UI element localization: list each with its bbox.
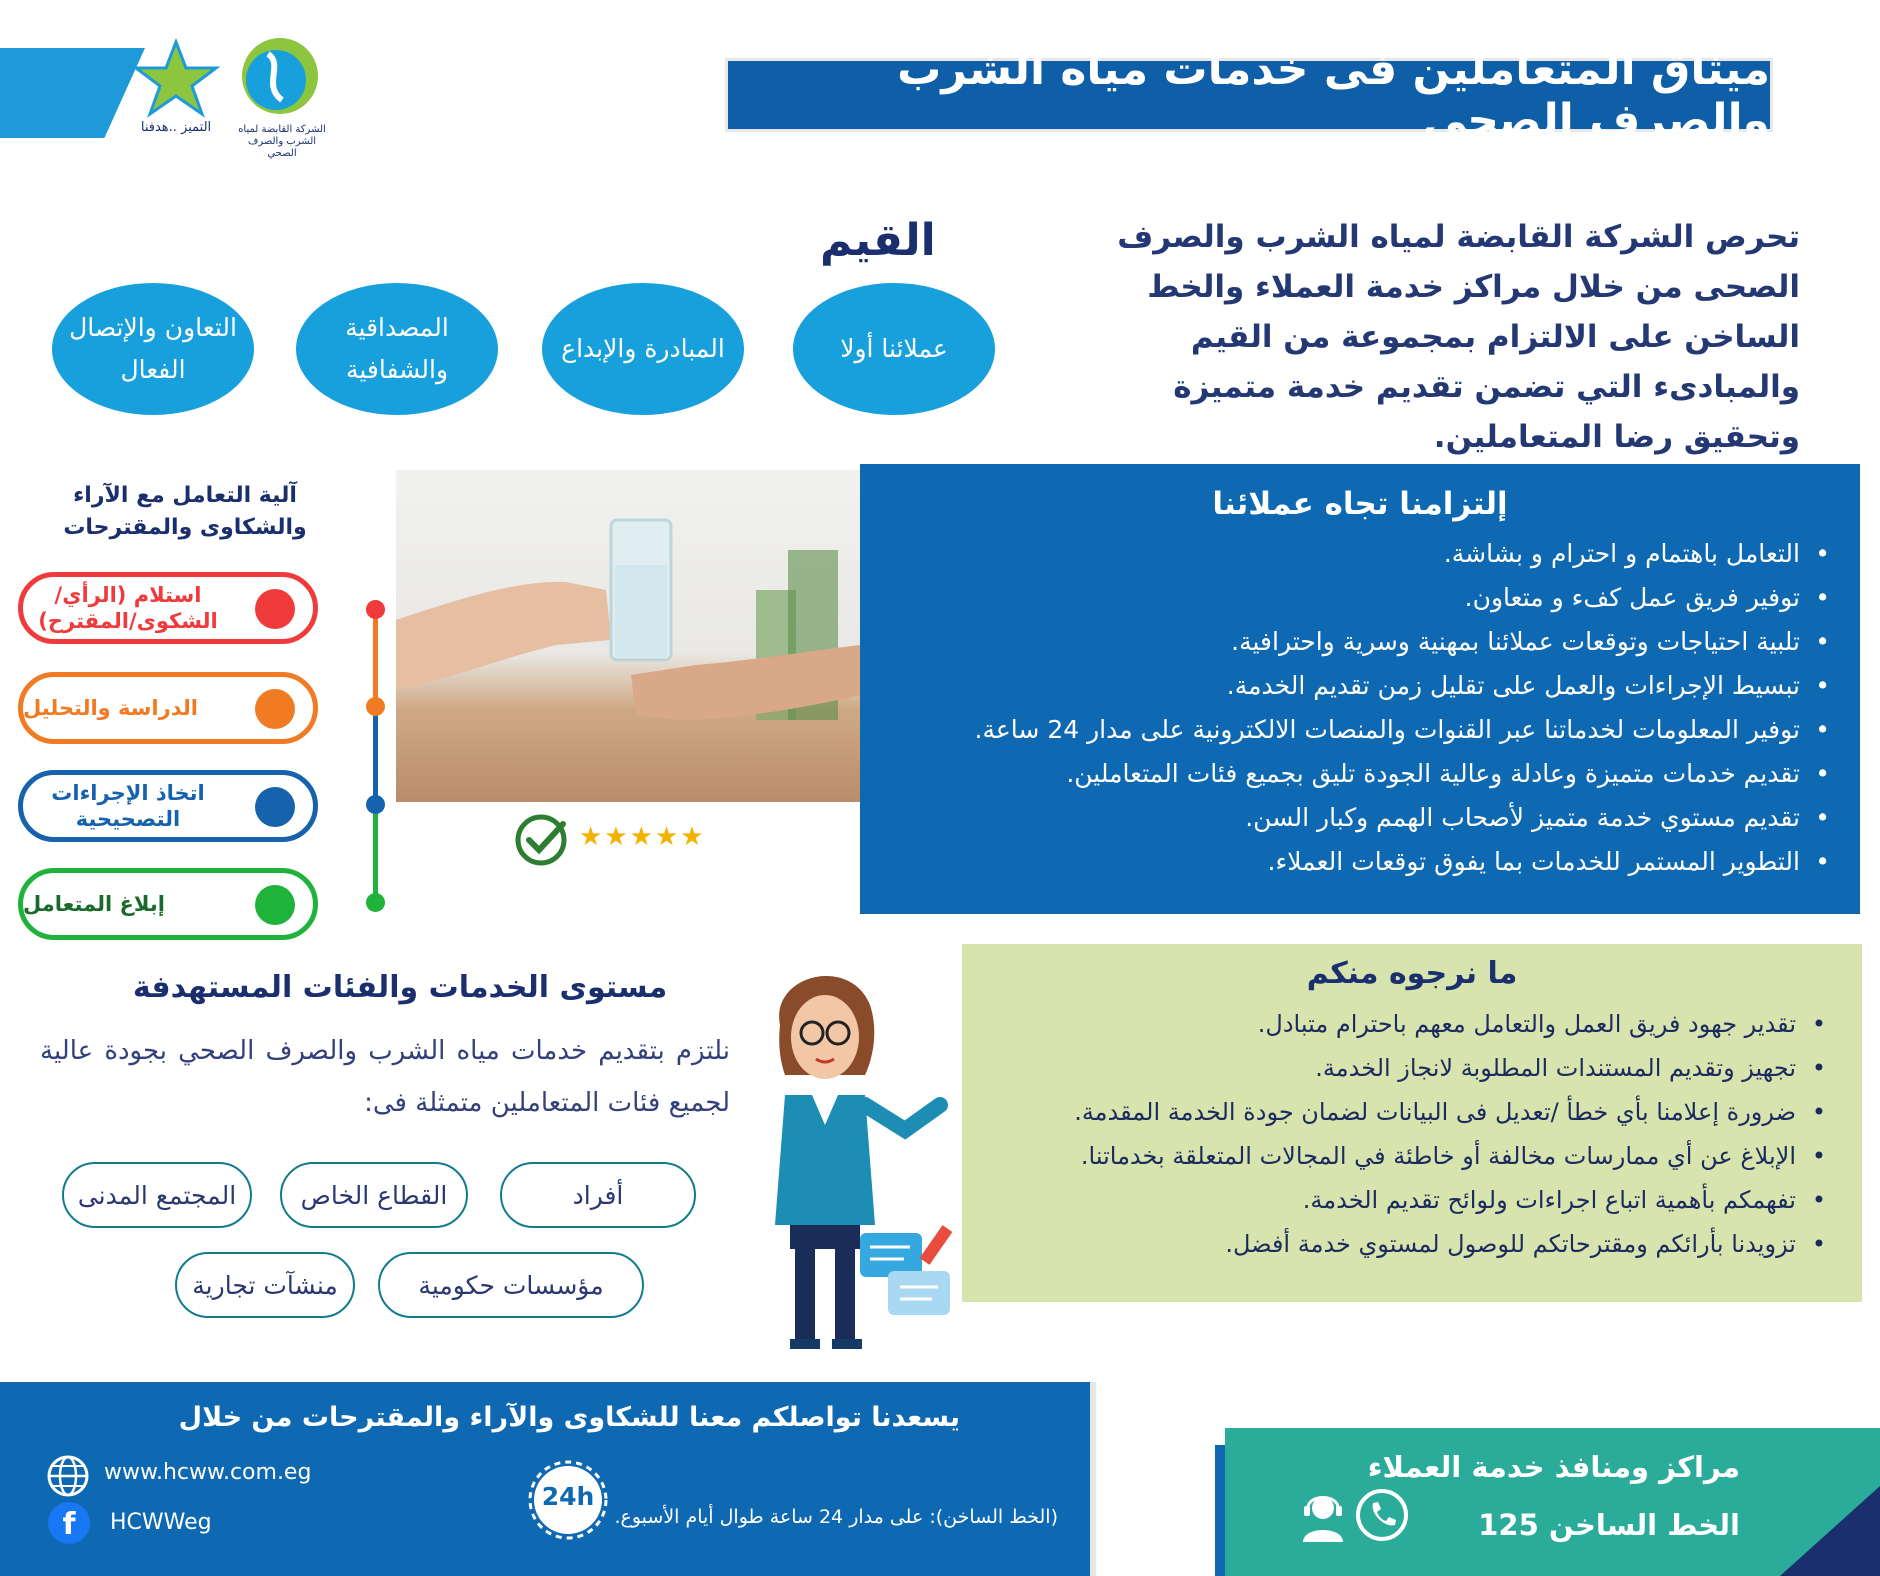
list-item: • ضرورة إعلامنا بأي خطأ /تعديل فى البيانات لضمان جودة الخدمة المقدمة. [974,1090,1844,1134]
list-item: • تجهيز وتقديم المستندات المطلوبة لانجاز الخدمة. [974,1046,1844,1090]
expectations-panel [962,944,1862,1302]
timeline-node [366,795,385,814]
phone-icon [1355,1488,1409,1542]
list-item: • الإبلاغ عن أي ممارسات مخالفة أو خاطئة في المجالات المتعلقة بخدماتنا. [974,1134,1844,1178]
list-item: • تقديم مستوي خدمة متميز لأصحاب الهمم وكبار السن. [888,796,1848,840]
timeline-line [373,807,378,903]
website-link[interactable]: www.hcww.com.eg [104,1460,312,1485]
mechanism-step-analysis [18,672,318,744]
customer-support-agent-icon [1297,1488,1349,1544]
contact-footer [0,1382,1096,1576]
list-item: • توفير المعلومات لخدماتنا عبر القنوات والمنصات الالكترونية على مدار 24 ساعة. [888,708,1848,752]
list-item: • تلبية احتياجات وتوقعات عملائنا بمهنية وسرية واحترافية. [888,620,1848,664]
excellence-logo [128,38,224,138]
list-item: • التطوير المستمر للخدمات بما يفوق توقعات العملاء. [888,840,1848,884]
footer-edge [1215,1445,1225,1576]
star-rating-icon: ★★★★★ [579,822,706,852]
tag-civil-society: المجتمع المدنى [62,1162,252,1228]
globe-icon [46,1454,90,1498]
mechanism-title: آلية التعامل مع الآراء والشكاوى والمقترحات [63,483,307,540]
company-logo-text: الشركة القابضة لمياه الشرب والصرف الصحي [238,124,326,159]
step-dot [255,787,295,827]
chat-bubble-icon [860,1225,960,1325]
tag-private-sector: القطاع الخاص [280,1162,468,1228]
tag-government-institutions: مؤسسات حكومية [378,1252,644,1318]
step-dot [255,589,295,629]
tag-individuals: أفراد [500,1162,696,1228]
timeline-line [373,607,378,707]
list-item: • التعامل باهتمام و احترام و بشاشة. [888,532,1848,576]
customer-service-box [1225,1428,1880,1576]
services-title: مستوى الخدمات والفئات المستهدفة [132,970,668,1005]
water-drop-globe-icon [232,34,328,120]
expectations-title: ما نرجوه منكم [1306,956,1518,991]
value-credibility-transparency: المصداقية والشفافية [296,283,498,415]
services-paragraph: نلتزم بتقديم خدمات مياه الشرب والصرف الصحي بجودة عالية لجميع فئات المتعاملين متمثلة فى: [40,1036,730,1118]
step-label: الدراسة والتحليل [23,696,198,720]
timeline-node [366,893,385,912]
facebook-link[interactable]: HCWWeg [110,1510,212,1535]
mechanism-step-notify [18,868,318,940]
list-item: • تفهمكم بأهمية اتباع اجراءات ولوائح تقديم الخدمة. [974,1178,1844,1222]
service-centers-label: مراكز ومنافذ خدمة العملاء [1367,1450,1740,1484]
mechanism-step-corrective [18,770,318,842]
timeline-node [366,600,385,619]
commitment-title: إلتزامنا تجاه عملائنا [1212,486,1508,522]
page-title: ميثاق المتعاملين فى خدمات مياه الشرب والصرف الصحى [725,58,1773,132]
company-logo [232,34,332,159]
step-label: إبلاغ المتعامل [23,892,165,916]
badge-24-label: 24h [541,1482,595,1511]
facebook-icon: f [48,1502,90,1544]
value-customers-first: عملائنا أولا [793,283,995,415]
list-item: • تبسيط الإجراءات والعمل على تقليل زمن تقديم الخدمة. [888,664,1848,708]
timeline-line [373,707,378,807]
mechanism-step-receive [18,572,318,644]
commitment-panel [860,464,1860,914]
list-item: • تزويدنا بأرائكم ومقترحاتكم للوصول لمستوي خدمة أفضل. [974,1222,1844,1266]
excellence-logo-text: التميز ..هدفنا [140,120,212,135]
hotline-number-label[interactable]: الخط الساخن 125 [1478,1508,1740,1542]
rating-row [515,812,715,868]
hotline-note: (الخط الساخن): على مدار 24 ساعة طوال أيام الأسبوع. [614,1506,1058,1528]
checkmark-icon [515,812,571,868]
intro-paragraph: تحرص الشركة القابضة لمياه الشرب والصرف الصحى من خلال مراكز خدمة العملاء والخط الساخن على الالتزام بمجموعة من القيم والمبادىء التي تضمن تقديم خدمة متميزة وتحقيق رضا المتعاملين. [1117,219,1800,455]
footer-heading: يسعدنا تواصلكم معنا للشكاوى والآراء والمقترحات من خلال [178,1402,960,1433]
step-dot [255,689,295,729]
header-ribbon [0,48,145,138]
expectations-list [974,1002,1844,1266]
value-initiative-creativity: المبادرة والإبداع [542,283,744,415]
star-icon [128,38,224,118]
list-item: • توفير فريق عمل كفء و متعاون. [888,576,1848,620]
list-item: • تقديم خدمات متميزة وعادلة وعالية الجودة تليق بجميع فئات المتعاملين. [888,752,1848,796]
step-label: اتخاذ الإجراءات التصحيحية [51,781,205,831]
step-dot [255,885,295,925]
value-cooperation-communication: التعاون والإتصال الفعال [52,283,254,415]
list-item: • تقدير جهود فريق العمل والتعامل معهم باحترام متبادل. [974,1002,1844,1046]
step-label: استلام (الرأي/ الشكوى/المقترح) [38,583,218,633]
values-title: القيم [820,215,936,266]
commitment-list [888,532,1848,884]
timeline-node [366,697,385,716]
tag-commercial-establishments: منشآت تجارية [175,1252,355,1318]
water-glass-photo [396,470,860,802]
hotline-24h-icon [528,1460,608,1540]
